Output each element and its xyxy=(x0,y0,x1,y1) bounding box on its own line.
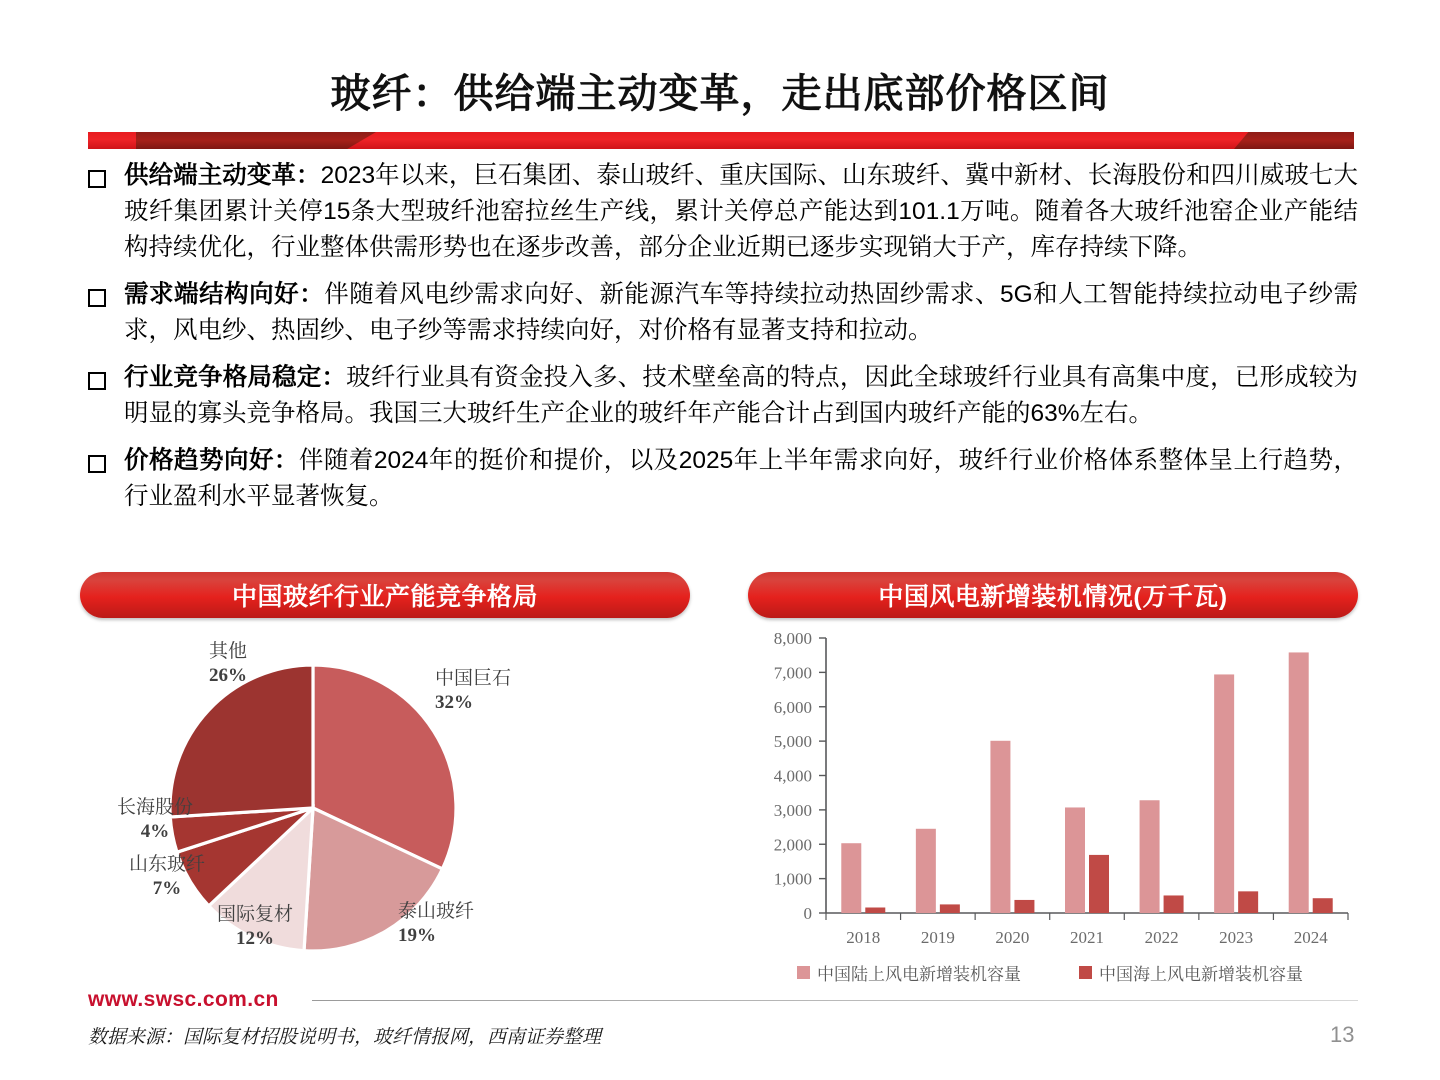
pie-slice-label xyxy=(398,900,548,948)
y-axis-tick-label: 4,000 xyxy=(773,766,812,786)
bullet-list xyxy=(88,158,1358,526)
bullet-text-competition xyxy=(124,360,1358,432)
pie-slice-label xyxy=(158,640,298,688)
footer-divider-line xyxy=(312,1000,1358,1001)
square-bullet-icon xyxy=(88,372,106,390)
bullet-lead-supply: 供给端主动变革： xyxy=(124,162,321,189)
x-axis-tick-label: 2024 xyxy=(1293,928,1328,947)
bar-rect xyxy=(1164,895,1184,913)
pie-slice-label-name: 国际复材 xyxy=(216,904,293,925)
chart-title-banner-right: 中国风电新增装机情况(万千瓦) xyxy=(748,572,1358,618)
y-axis-tick-label: 1,000 xyxy=(773,869,812,889)
legend-swatch-icon xyxy=(797,966,810,979)
bullet-item-competition xyxy=(88,360,1358,432)
pie-slice-label xyxy=(435,667,585,715)
bar-chart-svg xyxy=(730,628,1360,988)
bar-rect xyxy=(1089,855,1109,913)
pie-slice-label-value: 12% xyxy=(236,927,274,949)
square-bullet-icon xyxy=(88,170,106,188)
divider-dark-right-segment xyxy=(1234,132,1354,149)
legend-item[interactable] xyxy=(797,960,1021,985)
bar-rect xyxy=(1140,800,1160,913)
pie-slice-label-name: 山东玻纤 xyxy=(128,854,205,875)
bar-rect xyxy=(1065,807,1085,913)
y-axis-tick-label: 3,000 xyxy=(773,800,812,820)
y-axis-tick-label: 5,000 xyxy=(773,732,812,752)
bar-chart xyxy=(730,628,1360,988)
page-title: 玻纤：供给端主动变革，走出底部价格区间 xyxy=(330,72,1110,116)
y-axis-tick-label: 7,000 xyxy=(773,663,812,683)
y-axis-tick-label: 2,000 xyxy=(773,835,812,855)
divider-dark-left-segment xyxy=(136,132,376,149)
bar-rect xyxy=(1313,898,1333,913)
x-axis-tick-label: 2020 xyxy=(995,928,1030,947)
pie-slice-label-name: 其他 xyxy=(208,641,247,662)
pie-slice-label-value: 32% xyxy=(435,691,473,713)
pie-slice-label xyxy=(80,796,230,844)
pie-slice-label-name: 泰山玻纤 xyxy=(398,901,475,922)
legend-item[interactable] xyxy=(1079,960,1303,985)
bar-chart-legend xyxy=(740,960,1360,985)
bullet-body-supply: 2023年以来，巨石集团、泰山玻纤、重庆国际、山东玻纤、冀中新材、长海股份和四川威玻七大玻纤集团累计关停15条大型玻纤池窑拉丝生产线，累计关停总产能达到101.1万吨。随着各大玻纤池窑企业产能结构持续优化，行业整体供需形势也在逐步改善，部分企业近期已逐步实现销大于产，库存持续下降。 xyxy=(124,162,1359,261)
legend-swatch-icon xyxy=(1079,966,1092,979)
legend-label: 中国海上风电新增装机容量 xyxy=(1099,965,1303,984)
bullet-item-demand xyxy=(88,277,1358,349)
pie-slice-label xyxy=(92,853,242,901)
bar-rect xyxy=(1014,900,1034,913)
title-divider-bar xyxy=(88,132,1354,149)
bullet-body-demand: 伴随着风电纱需求向好、新能源汽车等持续拉动热固纱需求、5G和人工智能持续拉动电子纱需求，风电纱、热固纱、电子纱等需求持续向好，对价格有显著支持和拉动。 xyxy=(124,281,1358,344)
page-number: 13 xyxy=(1330,1022,1355,1047)
bar-rect xyxy=(990,741,1010,913)
bar-rect xyxy=(865,908,885,914)
bullet-lead-price: 价格趋势向好： xyxy=(124,447,299,474)
bar-rect xyxy=(841,843,861,913)
bullet-text-demand xyxy=(124,277,1358,349)
bar-rect xyxy=(1214,674,1234,913)
bullet-item-supply xyxy=(88,158,1358,266)
pie-slice-label-value: 4% xyxy=(140,820,170,842)
bullet-text-supply xyxy=(124,158,1358,266)
x-axis-tick-label: 2018 xyxy=(846,928,881,947)
bullet-lead-competition: 行业竞争格局稳定： xyxy=(124,364,347,391)
bullet-text-price xyxy=(124,443,1358,515)
pie-slice-label-name: 中国巨石 xyxy=(435,668,512,689)
chart-title-banner-left: 中国玻纤行业产能竞争格局 xyxy=(80,572,690,618)
x-axis-tick-label: 2023 xyxy=(1219,928,1254,947)
bar-rect xyxy=(1289,652,1309,913)
bullet-item-price xyxy=(88,443,1358,515)
square-bullet-icon xyxy=(88,455,106,473)
y-axis-tick-label: 0 xyxy=(803,904,812,923)
bar-rect xyxy=(940,904,960,913)
x-axis-tick-label: 2021 xyxy=(1070,928,1104,947)
y-axis-tick-label: 8,000 xyxy=(773,629,812,648)
x-axis-tick-label: 2019 xyxy=(920,928,955,947)
pie-chart xyxy=(80,630,690,985)
pie-slice-label-value: 26% xyxy=(209,664,247,686)
pie-slice xyxy=(170,665,313,817)
bar-rect xyxy=(916,829,936,913)
bullet-body-price: 伴随着2024年的挺价和提价，以及2025年上半年需求向好，玻纤行业价格体系整体呈上行趋势，行业盈利水平显著恢复。 xyxy=(124,447,1358,510)
pie-slice-label-value: 7% xyxy=(152,877,182,899)
bullet-lead-demand: 需求端结构向好： xyxy=(124,281,325,308)
pie-slice-label-name: 长海股份 xyxy=(116,797,193,818)
footer-data-source: 数据来源：国际复材招股说明书，玻纤情报网，西南证券整理 xyxy=(88,1027,602,1048)
bullet-body-competition: 玻纤行业具有资金投入多、技术壁垒高的特点，因此全球玻纤行业具有高集中度，已形成较为明显的寡头竞争格局。我国三大玻纤生产企业的玻纤年产能合计占到国内玻纤产能的63%左右。 xyxy=(124,364,1358,427)
bar-rect xyxy=(1238,891,1258,913)
pie-slice-label xyxy=(180,903,330,951)
pie-slice-label-value: 19% xyxy=(398,924,436,946)
square-bullet-icon xyxy=(88,289,106,307)
footer-website-url[interactable]: www.swsc.com.cn xyxy=(88,988,279,1011)
x-axis-tick-label: 2022 xyxy=(1144,928,1179,947)
y-axis-tick-label: 6,000 xyxy=(773,697,812,717)
legend-label: 中国陆上风电新增装机容量 xyxy=(817,965,1021,984)
